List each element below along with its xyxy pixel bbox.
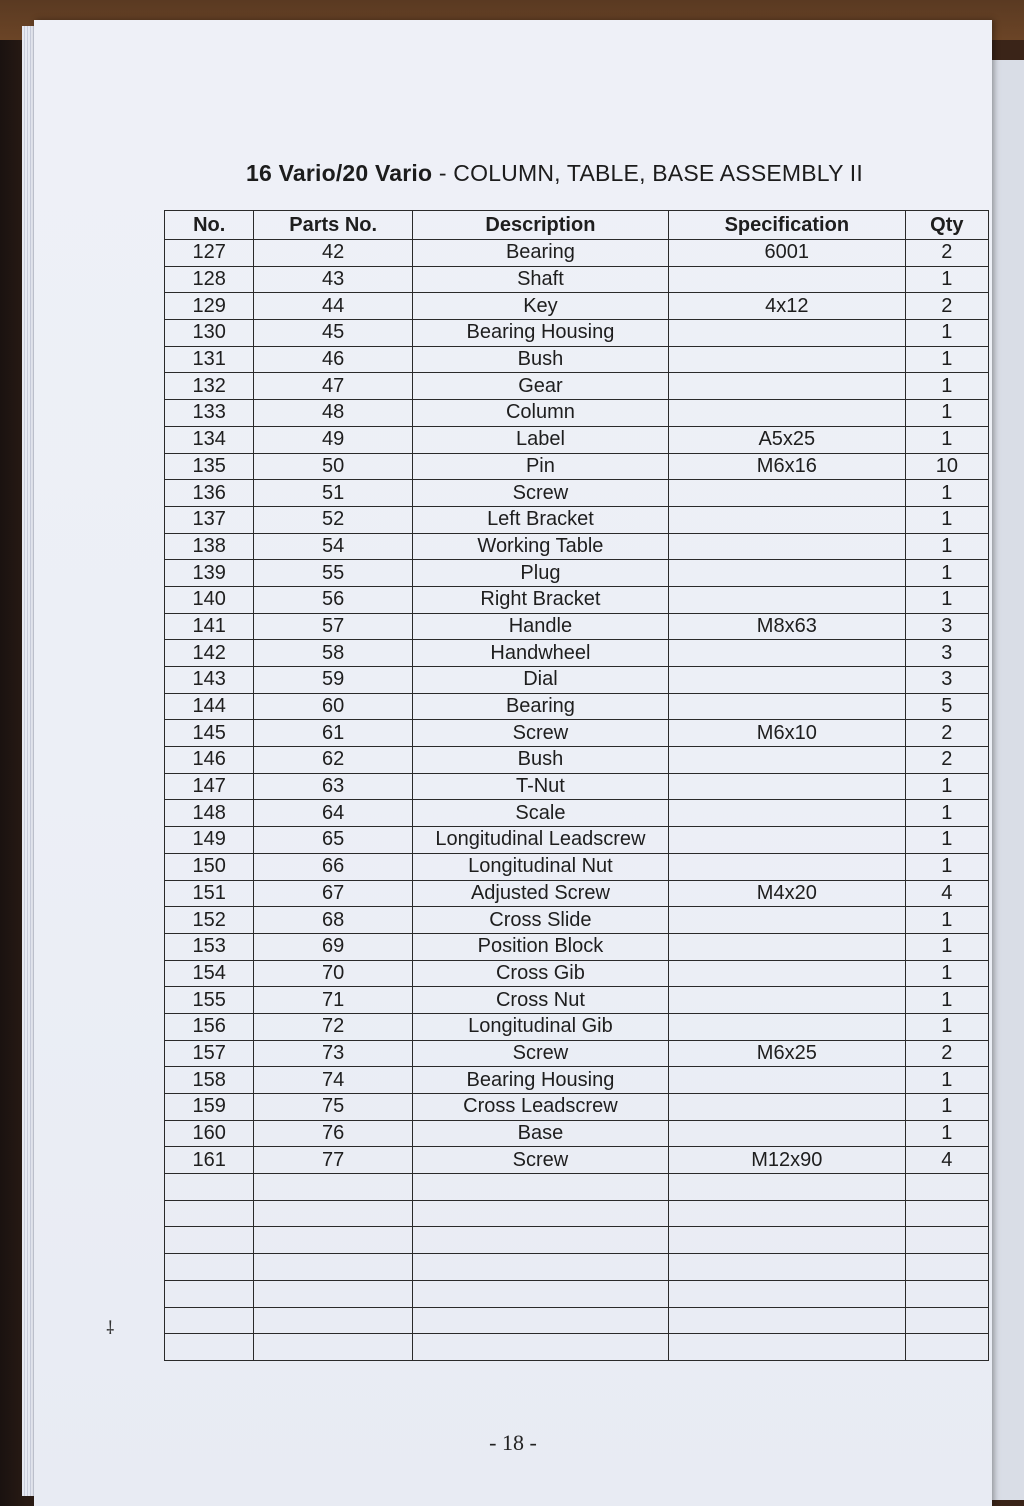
cell-qty: 1 <box>905 1120 988 1147</box>
cell-qty <box>905 1200 988 1227</box>
cell-qty: 1 <box>905 1013 988 1040</box>
cell-specification: M6x16 <box>668 453 905 480</box>
page-title <box>246 160 946 187</box>
cell-qty: 1 <box>905 560 988 587</box>
table-row <box>165 426 989 453</box>
table-row <box>165 1307 989 1334</box>
cell-qty <box>905 1227 988 1254</box>
cell-description: Base <box>412 1120 668 1147</box>
cell-specification: M6x25 <box>668 1040 905 1067</box>
cell-no: 146 <box>165 747 254 774</box>
cell-description: Gear <box>412 373 668 400</box>
cell-qty: 2 <box>905 293 988 320</box>
cell-no: 139 <box>165 560 254 587</box>
cell-specification: 4x12 <box>668 293 905 320</box>
cell-qty: 1 <box>905 346 988 373</box>
table-row <box>165 320 989 347</box>
header-qty: Qty <box>905 211 988 240</box>
cell-no: 135 <box>165 453 254 480</box>
table-row <box>165 346 989 373</box>
cell-description <box>412 1254 668 1281</box>
page-title-model: 16 Vario/20 Vario <box>246 160 433 186</box>
cell-no: 157 <box>165 1040 254 1067</box>
table-row <box>165 1147 989 1174</box>
cell-qty: 1 <box>905 373 988 400</box>
cell-description: Cross Leadscrew <box>412 1094 668 1121</box>
cell-parts-no: 58 <box>254 640 413 667</box>
cell-qty: 1 <box>905 933 988 960</box>
cell-no: 156 <box>165 1013 254 1040</box>
cell-specification <box>668 320 905 347</box>
cell-specification <box>668 987 905 1014</box>
cell-qty: 3 <box>905 667 988 694</box>
cell-qty: 1 <box>905 1067 988 1094</box>
cell-specification <box>668 1280 905 1307</box>
cell-no <box>165 1334 254 1361</box>
cell-specification <box>668 933 905 960</box>
cell-qty: 1 <box>905 320 988 347</box>
cell-qty: 2 <box>905 1040 988 1067</box>
cell-parts-no: 60 <box>254 693 413 720</box>
cell-description <box>412 1334 668 1361</box>
cell-description: Screw <box>412 1040 668 1067</box>
cell-parts-no: 64 <box>254 800 413 827</box>
cell-parts-no: 45 <box>254 320 413 347</box>
cell-no: 148 <box>165 800 254 827</box>
table-row <box>165 1254 989 1281</box>
cell-specification <box>668 667 905 694</box>
cell-no: 142 <box>165 640 254 667</box>
cell-parts-no: 46 <box>254 346 413 373</box>
table-row <box>165 987 989 1014</box>
table-row <box>165 1280 989 1307</box>
table-row <box>165 1013 989 1040</box>
cell-description <box>412 1280 668 1307</box>
table-row <box>165 1094 989 1121</box>
cell-no: 132 <box>165 373 254 400</box>
cell-specification: A5x25 <box>668 426 905 453</box>
cell-qty <box>905 1174 988 1201</box>
cell-specification: M12x90 <box>668 1147 905 1174</box>
parts-table <box>164 210 989 1361</box>
cell-parts-no: 52 <box>254 506 413 533</box>
table-row <box>165 747 989 774</box>
cell-description: Bush <box>412 747 668 774</box>
manual-page <box>34 20 992 1506</box>
cell-specification <box>668 266 905 293</box>
cell-description: Key <box>412 293 668 320</box>
table-row <box>165 373 989 400</box>
cell-description: Handwheel <box>412 640 668 667</box>
cell-no: 143 <box>165 667 254 694</box>
cell-qty <box>905 1254 988 1281</box>
cell-description: Shaft <box>412 266 668 293</box>
cell-description: Label <box>412 426 668 453</box>
cell-specification <box>668 373 905 400</box>
cell-parts-no: 48 <box>254 400 413 427</box>
cell-no: 141 <box>165 613 254 640</box>
cell-qty <box>905 1307 988 1334</box>
cell-no: 138 <box>165 533 254 560</box>
cell-parts-no: 63 <box>254 773 413 800</box>
table-row <box>165 827 989 854</box>
cell-description: Bearing Housing <box>412 1067 668 1094</box>
cell-qty: 1 <box>905 773 988 800</box>
cell-specification <box>668 506 905 533</box>
cell-description: Left Bracket <box>412 506 668 533</box>
cell-parts-no: 57 <box>254 613 413 640</box>
cell-parts-no: 71 <box>254 987 413 1014</box>
table-row <box>165 266 989 293</box>
cell-parts-no <box>254 1174 413 1201</box>
cell-specification <box>668 400 905 427</box>
cell-qty <box>905 1334 988 1361</box>
table-row <box>165 933 989 960</box>
table-row <box>165 453 989 480</box>
table-row <box>165 586 989 613</box>
cell-parts-no: 68 <box>254 907 413 934</box>
cell-description: Plug <box>412 560 668 587</box>
table-row <box>165 613 989 640</box>
cell-description: Bearing Housing <box>412 320 668 347</box>
cell-specification <box>668 1174 905 1201</box>
cell-parts-no: 42 <box>254 240 413 267</box>
cell-parts-no: 50 <box>254 453 413 480</box>
cell-description: Pin <box>412 453 668 480</box>
cell-parts-no <box>254 1254 413 1281</box>
cell-parts-no <box>254 1334 413 1361</box>
cell-description: Adjusted Screw <box>412 880 668 907</box>
cell-parts-no: 56 <box>254 586 413 613</box>
cell-description: Cross Gib <box>412 960 668 987</box>
cell-parts-no: 55 <box>254 560 413 587</box>
table-header-row <box>165 211 989 240</box>
cell-no: 160 <box>165 1120 254 1147</box>
cell-specification <box>668 1227 905 1254</box>
table-row <box>165 640 989 667</box>
header-description: Description <box>412 211 668 240</box>
cell-specification <box>668 1307 905 1334</box>
cell-specification <box>668 907 905 934</box>
cell-qty: 1 <box>905 907 988 934</box>
cell-parts-no: 73 <box>254 1040 413 1067</box>
cell-description: Working Table <box>412 533 668 560</box>
cell-description: Column <box>412 400 668 427</box>
cell-qty: 1 <box>905 480 988 507</box>
cell-qty: 1 <box>905 533 988 560</box>
cell-specification <box>668 693 905 720</box>
cell-qty: 2 <box>905 240 988 267</box>
cell-specification <box>668 1094 905 1121</box>
cell-description <box>412 1200 668 1227</box>
cell-qty: 1 <box>905 800 988 827</box>
cell-qty: 2 <box>905 720 988 747</box>
cell-parts-no: 67 <box>254 880 413 907</box>
cell-no: 133 <box>165 400 254 427</box>
cell-qty: 10 <box>905 453 988 480</box>
table-row <box>165 480 989 507</box>
cell-qty: 1 <box>905 853 988 880</box>
cell-description <box>412 1227 668 1254</box>
table-row <box>165 1174 989 1201</box>
cell-specification <box>668 800 905 827</box>
cell-no: 145 <box>165 720 254 747</box>
table-row <box>165 506 989 533</box>
cell-description <box>412 1174 668 1201</box>
cell-qty: 1 <box>905 266 988 293</box>
cell-parts-no: 49 <box>254 426 413 453</box>
cell-parts-no <box>254 1280 413 1307</box>
cell-parts-no: 75 <box>254 1094 413 1121</box>
cell-specification <box>668 827 905 854</box>
cell-qty: 5 <box>905 693 988 720</box>
cell-parts-no <box>254 1200 413 1227</box>
cell-qty: 3 <box>905 613 988 640</box>
table-row <box>165 800 989 827</box>
cell-qty: 1 <box>905 506 988 533</box>
table-row <box>165 533 989 560</box>
cell-qty: 1 <box>905 1094 988 1121</box>
table-row <box>165 1334 989 1361</box>
cell-parts-no: 61 <box>254 720 413 747</box>
cell-specification <box>668 773 905 800</box>
table-row <box>165 1040 989 1067</box>
cell-specification <box>668 1334 905 1361</box>
cell-no <box>165 1200 254 1227</box>
cell-specification: 6001 <box>668 240 905 267</box>
cell-no: 127 <box>165 240 254 267</box>
cell-specification: M6x10 <box>668 720 905 747</box>
cell-no: 155 <box>165 987 254 1014</box>
table-row <box>165 667 989 694</box>
cell-description: Right Bracket <box>412 586 668 613</box>
cell-qty: 1 <box>905 960 988 987</box>
cell-description: Handle <box>412 613 668 640</box>
cell-parts-no: 54 <box>254 533 413 560</box>
cell-parts-no: 66 <box>254 853 413 880</box>
cell-description: Cross Slide <box>412 907 668 934</box>
cell-parts-no: 70 <box>254 960 413 987</box>
cell-description: Longitudinal Gib <box>412 1013 668 1040</box>
cell-no: 128 <box>165 266 254 293</box>
cell-description: Bush <box>412 346 668 373</box>
cell-specification <box>668 747 905 774</box>
cell-parts-no: 76 <box>254 1120 413 1147</box>
cell-specification <box>668 480 905 507</box>
cell-qty: 1 <box>905 426 988 453</box>
cell-no: 151 <box>165 880 254 907</box>
cell-specification: M8x63 <box>668 613 905 640</box>
cell-no: 136 <box>165 480 254 507</box>
parts-table-body <box>165 240 989 1361</box>
table-row <box>165 960 989 987</box>
cell-parts-no: 74 <box>254 1067 413 1094</box>
table-row <box>165 1120 989 1147</box>
table-row <box>165 1067 989 1094</box>
cell-qty: 1 <box>905 987 988 1014</box>
cell-parts-no: 44 <box>254 293 413 320</box>
cell-description: Bearing <box>412 240 668 267</box>
cell-qty: 1 <box>905 586 988 613</box>
cell-qty <box>905 1280 988 1307</box>
cell-no: 130 <box>165 320 254 347</box>
header-parts-no: Parts No. <box>254 211 413 240</box>
cell-no: 159 <box>165 1094 254 1121</box>
cell-qty: 1 <box>905 827 988 854</box>
cell-qty: 4 <box>905 880 988 907</box>
header-no: No. <box>165 211 254 240</box>
cell-specification <box>668 586 905 613</box>
table-row <box>165 293 989 320</box>
cell-parts-no: 59 <box>254 667 413 694</box>
cell-no: 154 <box>165 960 254 987</box>
cell-specification <box>668 640 905 667</box>
cell-no <box>165 1280 254 1307</box>
cell-parts-no: 51 <box>254 480 413 507</box>
cell-description: Scale <box>412 800 668 827</box>
cell-specification <box>668 1120 905 1147</box>
cell-specification <box>668 1013 905 1040</box>
cell-specification <box>668 853 905 880</box>
cell-description: Screw <box>412 720 668 747</box>
table-row <box>165 907 989 934</box>
cell-no <box>165 1227 254 1254</box>
cell-no: 152 <box>165 907 254 934</box>
table-row <box>165 880 989 907</box>
cell-parts-no: 62 <box>254 747 413 774</box>
cell-parts-no: 77 <box>254 1147 413 1174</box>
cell-description: Bearing <box>412 693 668 720</box>
cell-parts-no <box>254 1227 413 1254</box>
cell-specification <box>668 560 905 587</box>
cell-parts-no: 69 <box>254 933 413 960</box>
cell-no <box>165 1174 254 1201</box>
cell-specification <box>668 1254 905 1281</box>
cell-specification <box>668 1067 905 1094</box>
cell-no <box>165 1254 254 1281</box>
page-number: - 18 - <box>489 1430 537 1455</box>
cell-no: 161 <box>165 1147 254 1174</box>
table-row <box>165 400 989 427</box>
cell-no: 150 <box>165 853 254 880</box>
cell-no <box>165 1307 254 1334</box>
cell-specification: M4x20 <box>668 880 905 907</box>
cell-description: Longitudinal Nut <box>412 853 668 880</box>
pen-mark: ⸸ <box>106 1318 115 1338</box>
cell-no: 137 <box>165 506 254 533</box>
cell-no: 149 <box>165 827 254 854</box>
cell-no: 134 <box>165 426 254 453</box>
cell-no: 147 <box>165 773 254 800</box>
cell-description: Screw <box>412 1147 668 1174</box>
cell-no: 140 <box>165 586 254 613</box>
cell-description: Position Block <box>412 933 668 960</box>
cell-qty: 1 <box>905 400 988 427</box>
page-title-section: - COLUMN, TABLE, BASE ASSEMBLY II <box>432 160 863 186</box>
cell-parts-no: 72 <box>254 1013 413 1040</box>
cell-description <box>412 1307 668 1334</box>
cell-no: 153 <box>165 933 254 960</box>
cell-no: 144 <box>165 693 254 720</box>
table-row <box>165 853 989 880</box>
table-row <box>165 773 989 800</box>
cell-specification <box>668 960 905 987</box>
cell-description: Longitudinal Leadscrew <box>412 827 668 854</box>
cell-description: Screw <box>412 480 668 507</box>
cell-parts-no: 65 <box>254 827 413 854</box>
cell-no: 158 <box>165 1067 254 1094</box>
cell-specification <box>668 533 905 560</box>
header-specification: Specification <box>668 211 905 240</box>
table-row <box>165 1200 989 1227</box>
cell-description: Cross Nut <box>412 987 668 1014</box>
cell-qty: 2 <box>905 747 988 774</box>
cell-specification <box>668 346 905 373</box>
cell-no: 129 <box>165 293 254 320</box>
table-row <box>165 560 989 587</box>
cell-parts-no: 43 <box>254 266 413 293</box>
table-row <box>165 1227 989 1254</box>
table-row <box>165 720 989 747</box>
cell-qty: 3 <box>905 640 988 667</box>
cell-description: T-Nut <box>412 773 668 800</box>
cell-specification <box>668 1200 905 1227</box>
table-row <box>165 693 989 720</box>
table-row <box>165 240 989 267</box>
cell-parts-no <box>254 1307 413 1334</box>
cell-no: 131 <box>165 346 254 373</box>
cell-parts-no: 47 <box>254 373 413 400</box>
cell-qty: 4 <box>905 1147 988 1174</box>
cell-description: Dial <box>412 667 668 694</box>
